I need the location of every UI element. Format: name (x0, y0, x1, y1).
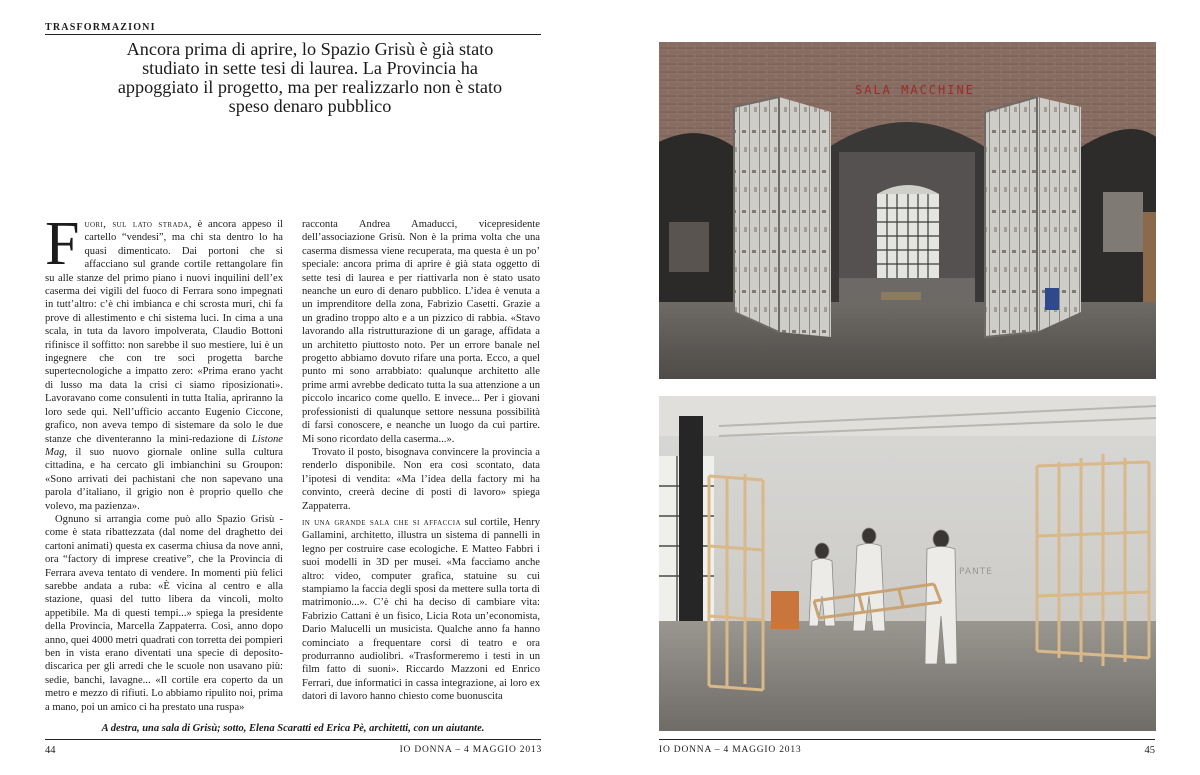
running-footer-left: IO DONNA – 4 MAGGIO 2013 (399, 745, 542, 755)
top-rule (45, 34, 541, 35)
section-label: TRASFORMAZIONI (45, 22, 156, 33)
right-page (600, 0, 1200, 775)
bottom-rule-right (659, 739, 1155, 740)
drop-cap: F (45, 210, 80, 278)
publication-name: Listone Mag (45, 433, 283, 458)
article-deck: Ancora prima di aprire, lo Spazio Grisù è già stato studiato in sette tesi di laurea. La Provincia ha appoggiato il progetto, ma per realizzarlo non è stato speso denaro pubblico (117, 39, 503, 116)
paragraph-3: racconta Andrea Amaducci, vicepresidente dell’associazione Grisù. Non è la prima volta che una caserma dismessa viene recuperata, ma questa è un po’ speciale: ancora prima di aprire è già stata oggetto di sette tesi di laurea e per riattivarla non è stato usato neanche un euro di denaro pubblico. L’idea è venuta a un imprenditore della zona, Fabrizio Casetti. Grazie a un gradino troppo alto e a un pizzico di rabbia. «Stavo lavorando alla ristrutturazione di un garage, affidata a un architetto piuttosto noto. Per un errore banale nel progetto abbiamo dovuto rifare una porta. Ecco, a quel punto mi sono arrabbiato: qualunque architetto alle prime armi avrebbe dedicato tutta la sua attenzione a un piccolo incarico come quello. E invece... Per i giovani professionisti di qualunque settore nessuna possibilità di farsi conoscere, e neanche un luogo da cui partire. Mi sono ricordato della caserma...». (302, 219, 540, 445)
photo-workshop-architects (659, 396, 1156, 731)
wall-text: PANTE (959, 567, 993, 577)
paragraph-5: in una grande sala che si affaccia sul cortile, Henry Gallamini, architetto, illustra un sistema di pannelli in legno per costruire case ecologiche. E Matteo Fabbri i suoi modelli in 3D per musei. «Ma facciamo anche altro: video, computer grafica, statuine su cui stampiamo la faccia degli sposi da mettere sulla torta di matrimonio...». C’è chi ha deciso di cambiare vita: Fabrizio Cattani è un fisico, Licia Rota un’economista, Dario Malucelli un musicista. Qualche anno fa hanno cominciato a frequentare corsi di teatro e ora produrranno audiolibri. «Trasformeremo i testi in un film fatto di suoni». Riccardo Mazzoni ed Enrico Ferrari, due informatici in cassa integrazione, ai loro ex datori di lavoro hanno chiesto come buonuscita (302, 516, 540, 703)
photo-sala-macchine (659, 42, 1156, 379)
page-number-left: 44 (45, 745, 56, 756)
section-lead-in: in una grande sala che si affaccia (302, 516, 461, 528)
paragraph-1: Fuori, sul lato strada, è ancora appeso il cartello “vendesi”, ma chi sta dentro lo ha quasi dimenticato. Dai portoni che si affacciano sul grande cortile rettangolare fin su alle stanze del primo piano i nuovi inquilini dell’ex caserma dei vigili del fuoco di Ferrara sono impegnati in tutt’altro: c’è chi imbianca e chi scrosta muri, chi fa prove di allestimento e chi sistema luci. In cima a una scala, in tuta da lavoro impolverata, Claudio Bottoni rifinisce il soffitto: non sarebbe il suo mestiere, lui è un ingegnere che con tre soci progetta barche supertecnologiche a impatto zero: «Prima erano yacht di lusso ma data la crisi ci siamo riposizionati». Lavoravano come consulenti in tutta Italia, apriranno la loro sede qui. Nell’ufficio accanto Eugenio Ciccone, grafico, non aveva tempo di sistemare da solo le due stanze che diventeranno la mini-redazione di Listone Mag, il suo nuovo giornale online sulla cultura cittadina, e ha cercato gli imbianchini su Groupon: «Sono arrivati dei pachistani che non sapevano una parola d’italiano, il grigio non è proprio quello che volevo, ma pazienza». (45, 210, 283, 512)
paragraph-4: Trovato il posto, bisognava convincere la provincia a renderlo disponibile. Non era così scontato, data l’ipotesi di vendita: «Ma l’idea della factory mi ha convinto, creerà decine di posti di lavoro» spiega Zappaterra. (302, 446, 540, 512)
page-number-right: 45 (1144, 745, 1155, 756)
running-footer-right: IO DONNA – 4 MAGGIO 2013 (659, 745, 802, 755)
article-column-2 (302, 218, 540, 704)
article-column-1 (45, 210, 283, 714)
bottom-rule (45, 739, 541, 740)
sala-macchine-sign: SALA MACCHINE (855, 83, 975, 97)
photo-caption: A destra, una sala di Grisù; sotto, Elena Scaratti ed Erica Pè, architetti, con un aiutante. (101, 723, 485, 734)
lead-in: uori, sul lato strada, (84, 219, 192, 230)
paragraph-2: Ognuno si arrangia come può allo Spazio Grisù - come è stata ribattezzata (dal nome del draghetto dei cartoni animati) questa ex caserma chiusa da nove anni, ora “factory di imprese creative”, che la Provincia di Ferrara aveva tentato di vendere. In momenti più felici sarebbe andata a ruba: «È vicina al centro e alla stazione, quasi del tutto libera da vincoli, molto appetibile. Ma di questi tempi...» spiega la presidente della Provincia, Marcella Zappaterra. Così, anno dopo anno, quei 4000 metri quadrati con torretta dei pompieri ben in vista erano diventati una specie di deposito-discarica per gli arredi che le scuole non usavano più: sedie, banchi, lavagne... «Il cortile era coperto da un metro e mezzo di rifiuti. Lo abbiamo ripulito noi, prima a mano, poi un amico ci ha prestato una ruspa» (45, 513, 283, 713)
